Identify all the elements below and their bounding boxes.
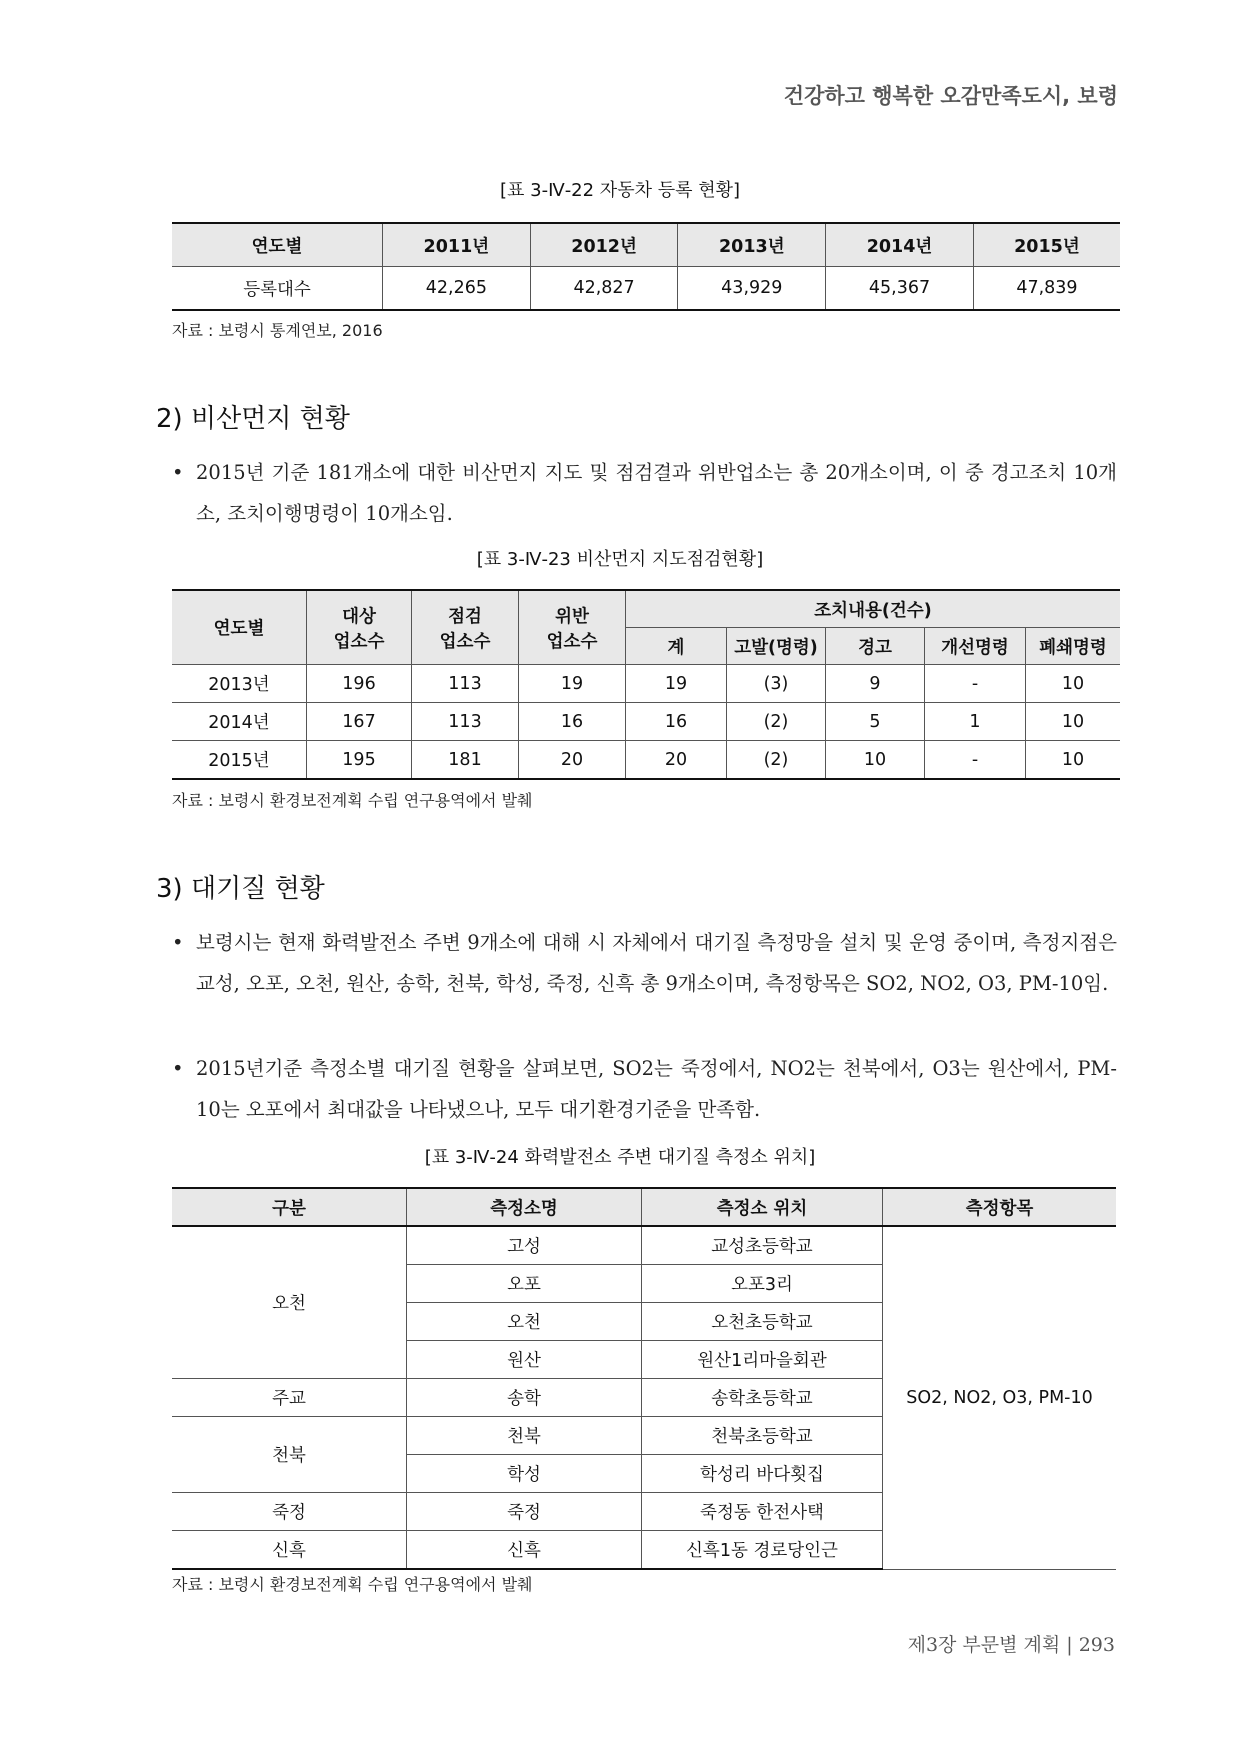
table-cell: 원산 <box>407 1341 642 1379</box>
bullet-icon: • <box>172 931 184 954</box>
table-cell: 천북 <box>172 1417 407 1493</box>
bullet-text: 2015년 기준 181개소에 대한 비산먼지 지도 및 점검결과 위반업소는 총 20개소이며, 이 중 경고조치 10개소, 조치이행명령이 10개소임. <box>196 461 1117 525</box>
table-header-cell: 대상 업소수 <box>307 590 412 665</box>
section2-bullet-1 <box>172 452 1117 534</box>
table-header-cell: 2012년 <box>530 223 678 267</box>
table-cell: (2) <box>727 703 826 741</box>
table-row <box>172 741 1120 780</box>
table-header-row <box>172 590 1120 628</box>
table-cell: 43,929 <box>678 267 826 311</box>
page-footer: 제3장 부문별 계획 | 293 <box>907 1634 1115 1656</box>
table-cell: 1 <box>925 703 1026 741</box>
table-header-cell: 측정소명 <box>407 1188 642 1226</box>
table-cell: 고성 <box>407 1226 642 1265</box>
section3-title: 3) 대기질 현황 <box>156 874 325 904</box>
table-cell: 등록대수 <box>172 267 383 311</box>
table-cell: 2015년 <box>172 741 307 780</box>
table-header-cell: 고발(명령) <box>727 628 826 665</box>
table-cell: 195 <box>307 741 412 780</box>
table-cell: 19 <box>626 665 727 703</box>
table-cell: 47,839 <box>973 267 1120 311</box>
table-cell: SO2, NO2, O3, PM-10 <box>883 1226 1117 1569</box>
table-row <box>172 267 1120 311</box>
table-cell: 2014년 <box>172 703 307 741</box>
table-cell: 196 <box>307 665 412 703</box>
table-cell: 천북 <box>407 1417 642 1455</box>
table-cell: 송학 <box>407 1379 642 1417</box>
table-cell: 45,367 <box>826 267 974 311</box>
bullet-icon: • <box>172 461 184 484</box>
table-header-cell: 2011년 <box>383 223 531 267</box>
table-cell: 9 <box>826 665 925 703</box>
table-header-cell: 폐쇄명령 <box>1026 628 1121 665</box>
table-cell: 교성초등학교 <box>642 1226 883 1265</box>
table23-source: 자료 : 보령시 환경보전계획 수립 연구용역에서 발췌 <box>172 791 533 810</box>
table-header-cell: 2015년 <box>973 223 1120 267</box>
bullet-text: 보령시는 현재 화력발전소 주변 9개소에 대해 시 자체에서 대기질 측정망을 설치 및 운영 중이며, 측정지점은 교성, 오포, 오천, 원산, 송학, 천북, 학성, 죽정, 신흑 총 9개소이며, 측정항목은 SO2, NO2, O3, PM-10임. <box>196 931 1117 995</box>
table-cell: 181 <box>412 741 519 780</box>
table-cell: 20 <box>626 741 727 780</box>
bullet-icon: • <box>172 1057 184 1080</box>
table-cell: 10 <box>1026 665 1121 703</box>
table-row <box>172 1226 1116 1265</box>
table-header-cell: 위반 업소수 <box>519 590 626 665</box>
section3-bullet-2 <box>172 1048 1117 1130</box>
table-cell: 19 <box>519 665 626 703</box>
table-row <box>172 665 1120 703</box>
table-cell: - <box>925 665 1026 703</box>
table-cell: 죽정 <box>172 1493 407 1531</box>
table-cell: (2) <box>727 741 826 780</box>
table-cell: - <box>925 741 1026 780</box>
table-cell: 신흑 <box>172 1531 407 1570</box>
table-cell: 42,827 <box>530 267 678 311</box>
table-header-cell: 개선명령 <box>925 628 1026 665</box>
table-cell: 신흑1동 경로당인근 <box>642 1531 883 1570</box>
table-header-cell: 측정항목 <box>883 1188 1117 1226</box>
table-cell: 167 <box>307 703 412 741</box>
table-cell: 원산1리마을회관 <box>642 1341 883 1379</box>
table-header-cell: 2014년 <box>826 223 974 267</box>
table-cell: 학성 <box>407 1455 642 1493</box>
table-cell: 10 <box>826 741 925 780</box>
table-cell: 오포3리 <box>642 1265 883 1303</box>
table-cell: 주교 <box>172 1379 407 1417</box>
table-cell: 16 <box>519 703 626 741</box>
table-row <box>172 703 1120 741</box>
table-cell: 오천 <box>172 1226 407 1379</box>
table24-caption: [표 3-Ⅳ-24 화력발전소 주변 대기질 측정소 위치] <box>424 1147 816 1168</box>
table-header-cell: 연도별 <box>172 223 383 267</box>
table-cell: 송학초등학교 <box>642 1379 883 1417</box>
table-header-cell: 2013년 <box>678 223 826 267</box>
vehicle-registration-table <box>172 222 1120 311</box>
table-header-cell: 측정소 위치 <box>642 1188 883 1226</box>
table-cell: 2013년 <box>172 665 307 703</box>
table-header-cell: 구분 <box>172 1188 407 1226</box>
air-quality-station-table <box>172 1187 1116 1570</box>
table-cell: 죽정 <box>407 1493 642 1531</box>
table-cell: (3) <box>727 665 826 703</box>
table-cell: 20 <box>519 741 626 780</box>
table-cell: 10 <box>1026 741 1121 780</box>
table-cell: 신흑 <box>407 1531 642 1570</box>
table-header-cell: 경고 <box>826 628 925 665</box>
page-header: 건강하고 행복한 오감만족도시, 보령 <box>783 84 1118 108</box>
table-header-cell: 계 <box>626 628 727 665</box>
table-header-cell: 조치내용(건수) <box>626 590 1121 628</box>
section3-bullet-1 <box>172 922 1117 1004</box>
table-header-row <box>172 223 1120 267</box>
table-cell: 10 <box>1026 703 1121 741</box>
table-header-cell: 점검 업소수 <box>412 590 519 665</box>
table22-source: 자료 : 보령시 통계연보, 2016 <box>172 321 383 340</box>
table-cell: 42,265 <box>383 267 531 311</box>
section2-title: 2) 비산먼지 현황 <box>156 404 350 434</box>
table-header-cell: 연도별 <box>172 590 307 665</box>
table-cell: 천북초등학교 <box>642 1417 883 1455</box>
table-cell: 113 <box>412 665 519 703</box>
table22-caption: [표 3-Ⅳ-22 자동차 등록 현황] <box>500 180 740 201</box>
table-cell: 16 <box>626 703 727 741</box>
table-cell: 오천 <box>407 1303 642 1341</box>
table-cell: 학성리 바다횟집 <box>642 1455 883 1493</box>
table-cell: 오천초등학교 <box>642 1303 883 1341</box>
table-cell: 113 <box>412 703 519 741</box>
table-cell: 죽정동 한전사택 <box>642 1493 883 1531</box>
table23-caption: [표 3-Ⅳ-23 비산먼지 지도점검현황] <box>476 549 764 570</box>
table24-source: 자료 : 보령시 환경보전계획 수립 연구용역에서 발췌 <box>172 1575 533 1594</box>
table-cell: 5 <box>826 703 925 741</box>
table-cell: 오포 <box>407 1265 642 1303</box>
bullet-text: 2015년기준 측정소별 대기질 현황을 살펴보면, SO2는 죽정에서, NO2는 천북에서, O3는 원산에서, PM-10는 오포에서 최대값을 나타냈으나, 모두 대기환경기준을 만족함. <box>196 1057 1117 1121</box>
dust-inspection-table <box>172 589 1120 780</box>
table-header-row <box>172 1188 1116 1226</box>
